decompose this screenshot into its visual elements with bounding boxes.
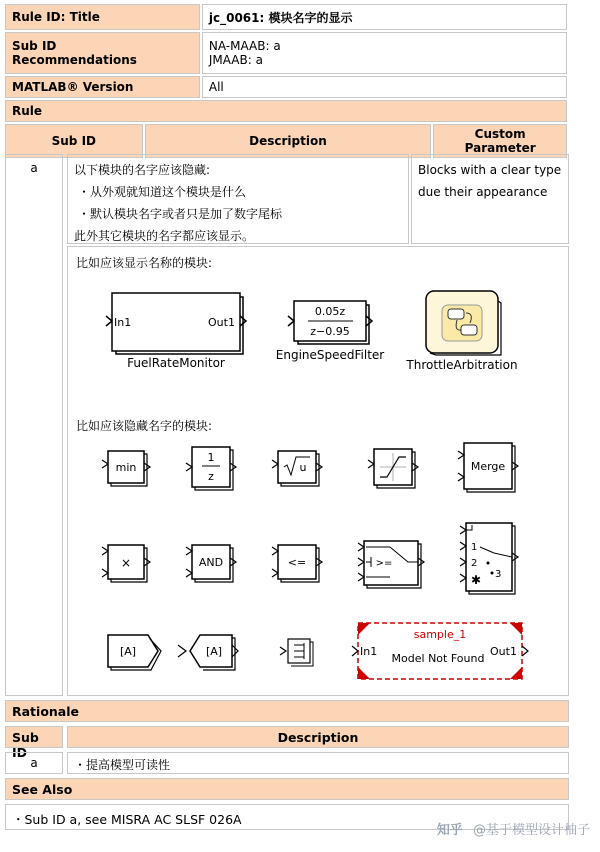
rule-document (3, 2, 569, 160)
rule-section-row (5, 100, 567, 122)
throttle-arbitration-block[interactable] (405, 291, 517, 372)
discrete-integrator-block[interactable] (186, 447, 236, 490)
relational-operator-block[interactable] (272, 545, 322, 582)
fuel-rate-monitor-name: FuelRateMonitor (127, 356, 225, 370)
hide-names-title: 比如应该隐藏名字的模块: (76, 419, 213, 433)
rule-section-header: Rule (5, 100, 567, 122)
goto-block[interactable] (108, 635, 161, 670)
rule-custom-line1: Blocks with a clear type (418, 163, 562, 177)
sub-id-label (5, 32, 200, 74)
engine-speed-filter-numerator: 0.05z (314, 305, 346, 318)
rule-col-custom-parameter: Custom Parameter (433, 124, 567, 158)
multiport-label-1: 1 (471, 542, 478, 553)
sqrt-block[interactable] (272, 451, 322, 486)
saturation-block[interactable] (368, 449, 418, 488)
matlab-version-row (5, 76, 567, 98)
sub-id-value-jmaab: JMAAB: a (208, 53, 263, 67)
watermark-logo: 知乎 (436, 823, 463, 838)
rule-body (3, 154, 569, 698)
from-block[interactable] (178, 635, 238, 670)
multiport-label-3: 3 (495, 569, 502, 580)
sub-id-label-line1: Sub ID (12, 39, 57, 53)
model-reference-out-port: Out1 (490, 645, 517, 658)
goto-tag-label: [A] (119, 645, 137, 658)
rationale-col-sub-id: Sub ID (5, 726, 63, 748)
product-label: × (120, 556, 132, 570)
model-reference-block[interactable] (352, 623, 528, 679)
sqrt-label: u (299, 461, 307, 474)
matlab-version-label: MATLAB® Version (5, 76, 200, 98)
rule-col-sub-id: Sub ID (5, 124, 143, 158)
merge-label: Merge (470, 460, 506, 473)
merge-block[interactable] (458, 443, 518, 492)
rationale-sub-id: a (5, 752, 63, 774)
rationale-header: Rationale (5, 700, 569, 722)
rule-desc-line3: ・默认模块名字或者只是加了数字尾标 (78, 207, 283, 221)
rationale-description: ・提高模型可读性 (67, 752, 569, 774)
fuel-rate-monitor-block[interactable] (106, 293, 246, 370)
logical-and-label: AND (198, 556, 224, 569)
multiport-switch-block[interactable] (460, 523, 518, 594)
rule-sub-id-value: a (30, 161, 38, 175)
multiport-label-star: ✱ (471, 573, 482, 587)
switch-label: >= (375, 558, 393, 569)
integrator-numerator: 1 (207, 451, 215, 464)
minmax-label: min (115, 461, 137, 474)
sub-id-value-naamab: NA-MAAB: a (208, 39, 281, 53)
rule-id-value: jc_0061: 模块名字的显示 (202, 4, 567, 30)
rationale-col-description: Description (67, 726, 569, 748)
bus-selector-block[interactable] (280, 639, 313, 666)
rule-desc-line4: 此外其它模块的名字都应该显示。 (74, 229, 255, 243)
rule-id-label: Rule ID: Title (5, 4, 200, 30)
model-reference-in-port: In1 (360, 645, 378, 658)
matlab-version-value: All (202, 76, 567, 98)
logical-and-block[interactable] (186, 545, 236, 582)
rule-desc-line2: ・从外观就知道这个模块是什么 (78, 185, 247, 199)
throttle-arbitration-name: ThrottleArbitration (406, 358, 518, 372)
integrator-denominator: z (208, 470, 214, 483)
block-examples-diagram (68, 247, 568, 695)
see-also-text: ・Sub ID a, see MISRA AC SLSF 026A (5, 804, 569, 830)
relational-operator-label: <= (287, 556, 307, 569)
product-block[interactable] (102, 545, 150, 582)
model-reference-status: Model Not Found (391, 652, 485, 665)
rule-col-description: Description (145, 124, 432, 158)
minmax-block[interactable] (102, 451, 150, 486)
rule-custom-parameter-cell (411, 154, 569, 244)
rule-id-row (5, 4, 567, 30)
engine-speed-filter-block[interactable] (276, 301, 385, 362)
engine-speed-filter-denominator: z−0.95 (310, 325, 350, 338)
engine-speed-filter-name: EngineSpeedFilter (275, 348, 385, 362)
watermark (437, 819, 590, 838)
bus-selector-icon (294, 643, 304, 659)
show-names-title: 比如应该显示名称的模块: (76, 256, 213, 270)
multiport-label-2: 2 (471, 558, 478, 569)
rule-column-header-row (5, 124, 567, 158)
rule-description-cell (67, 154, 409, 244)
from-tag-label: [A] (205, 645, 223, 658)
rule-table (3, 2, 569, 160)
rule-custom-line2: due their appearance (418, 185, 548, 199)
fuel-rate-monitor-in-port: In1 (114, 316, 132, 329)
switch-block[interactable] (358, 541, 424, 588)
see-also-header: See Also (5, 778, 569, 800)
fuel-rate-monitor-out-port: Out1 (208, 316, 235, 329)
rule-sub-id-cell (5, 154, 63, 696)
sub-id-values (202, 32, 567, 74)
rule-examples-cell (67, 246, 569, 696)
rule-desc-line1: 以下模块的名字应该隐藏: (74, 163, 211, 177)
sub-id-label-line2: Recommendations (12, 53, 137, 67)
model-reference-title: sample_1 (413, 628, 467, 641)
watermark-author: @基于模型设计柚子 (472, 823, 590, 838)
sub-id-row (5, 32, 567, 74)
